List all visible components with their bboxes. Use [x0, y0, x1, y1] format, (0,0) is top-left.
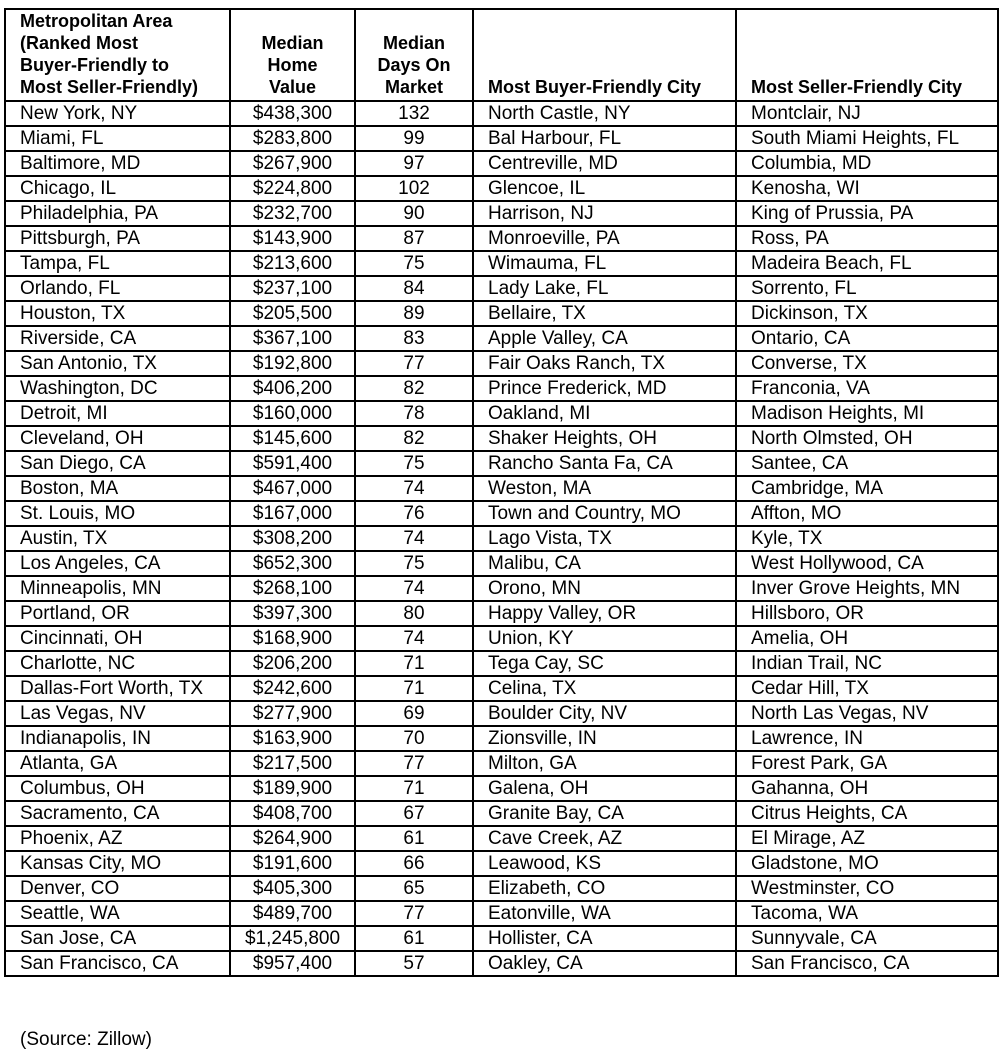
- metro-cell: Atlanta, GA: [5, 751, 230, 776]
- days-on-market-cell: 74: [355, 476, 473, 501]
- home-value-cell: $438,300: [230, 101, 355, 126]
- seller-city-cell: Indian Trail, NC: [736, 651, 998, 676]
- seller-city-cell: Inver Grove Heights, MN: [736, 576, 998, 601]
- table-row: [5, 926, 998, 951]
- home-value-cell: $160,000: [230, 401, 355, 426]
- days-on-market-cell: 78: [355, 401, 473, 426]
- buyer-city-cell: Lago Vista, TX: [473, 526, 736, 551]
- home-value-cell: $168,900: [230, 626, 355, 651]
- metro-cell: Charlotte, NC: [5, 651, 230, 676]
- days-on-market-cell: 74: [355, 626, 473, 651]
- metro-cell: Boston, MA: [5, 476, 230, 501]
- buyer-city-cell: Elizabeth, CO: [473, 876, 736, 901]
- header-days: [355, 9, 473, 101]
- table-row: [5, 376, 998, 401]
- header-value: [230, 9, 355, 101]
- home-value-cell: $591,400: [230, 451, 355, 476]
- table-row: [5, 751, 998, 776]
- seller-city-cell: Kyle, TX: [736, 526, 998, 551]
- table-row: [5, 551, 998, 576]
- days-on-market-cell: 70: [355, 726, 473, 751]
- metro-cell: Kansas City, MO: [5, 851, 230, 876]
- buyer-city-cell: Fair Oaks Ranch, TX: [473, 351, 736, 376]
- header-metro-line: Buyer-Friendly to: [20, 55, 170, 75]
- buyer-city-cell: Galena, OH: [473, 776, 736, 801]
- header-value-line: Median: [261, 33, 324, 53]
- home-value-cell: $205,500: [230, 301, 355, 326]
- days-on-market-cell: 82: [355, 376, 473, 401]
- metro-cell: New York, NY: [5, 101, 230, 126]
- metro-cell: Detroit, MI: [5, 401, 230, 426]
- days-on-market-cell: 77: [355, 751, 473, 776]
- metro-cell: Chicago, IL: [5, 176, 230, 201]
- seller-city-cell: Gladstone, MO: [736, 851, 998, 876]
- days-on-market-cell: 90: [355, 201, 473, 226]
- buyer-city-cell: Eatonville, WA: [473, 901, 736, 926]
- metro-cell: Dallas-Fort Worth, TX: [5, 676, 230, 701]
- metro-cell: Tampa, FL: [5, 251, 230, 276]
- days-on-market-cell: 77: [355, 901, 473, 926]
- header-row: [5, 9, 998, 101]
- days-on-market-cell: 66: [355, 851, 473, 876]
- days-on-market-cell: 71: [355, 676, 473, 701]
- metro-cell: Washington, DC: [5, 376, 230, 401]
- buyer-city-cell: Boulder City, NV: [473, 701, 736, 726]
- home-value-cell: $489,700: [230, 901, 355, 926]
- seller-city-cell: Franconia, VA: [736, 376, 998, 401]
- table-row: [5, 151, 998, 176]
- table-row: [5, 951, 998, 976]
- metro-cell: Portland, OR: [5, 601, 230, 626]
- metro-cell: Phoenix, AZ: [5, 826, 230, 851]
- home-value-cell: $145,600: [230, 426, 355, 451]
- housing-table: [4, 8, 999, 977]
- home-value-cell: $283,800: [230, 126, 355, 151]
- table-row: [5, 576, 998, 601]
- metro-cell: Austin, TX: [5, 526, 230, 551]
- seller-city-cell: Tacoma, WA: [736, 901, 998, 926]
- buyer-city-cell: Happy Valley, OR: [473, 601, 736, 626]
- home-value-cell: $277,900: [230, 701, 355, 726]
- days-on-market-cell: 75: [355, 551, 473, 576]
- header-days-line: Market: [384, 77, 444, 97]
- days-on-market-cell: 77: [355, 351, 473, 376]
- seller-city-cell: Ontario, CA: [736, 326, 998, 351]
- seller-city-cell: Affton, MO: [736, 501, 998, 526]
- home-value-cell: $367,100: [230, 326, 355, 351]
- metro-cell: Minneapolis, MN: [5, 576, 230, 601]
- days-on-market-cell: 71: [355, 776, 473, 801]
- metro-cell: Cincinnati, OH: [5, 626, 230, 651]
- table-row: [5, 776, 998, 801]
- days-on-market-cell: 61: [355, 926, 473, 951]
- header-value-line: Home: [267, 55, 318, 75]
- days-on-market-cell: 83: [355, 326, 473, 351]
- days-on-market-cell: 82: [355, 426, 473, 451]
- seller-city-cell: West Hollywood, CA: [736, 551, 998, 576]
- seller-city-cell: Amelia, OH: [736, 626, 998, 651]
- buyer-city-cell: Monroeville, PA: [473, 226, 736, 251]
- days-on-market-cell: 65: [355, 876, 473, 901]
- table-row: [5, 276, 998, 301]
- buyer-city-cell: Celina, TX: [473, 676, 736, 701]
- table-row: [5, 426, 998, 451]
- table-row: [5, 826, 998, 851]
- buyer-city-cell: Prince Frederick, MD: [473, 376, 736, 401]
- table-row: [5, 451, 998, 476]
- buyer-city-cell: Tega Cay, SC: [473, 651, 736, 676]
- days-on-market-cell: 74: [355, 526, 473, 551]
- metro-cell: Las Vegas, NV: [5, 701, 230, 726]
- header-days-line: Days On: [377, 55, 451, 75]
- days-on-market-cell: 75: [355, 451, 473, 476]
- seller-city-cell: North Olmsted, OH: [736, 426, 998, 451]
- metro-cell: Baltimore, MD: [5, 151, 230, 176]
- table-row: [5, 726, 998, 751]
- buyer-city-cell: Orono, MN: [473, 576, 736, 601]
- metro-cell: Pittsburgh, PA: [5, 226, 230, 251]
- header-metro-line: Metropolitan Area: [20, 11, 173, 31]
- days-on-market-cell: 80: [355, 601, 473, 626]
- metro-cell: Seattle, WA: [5, 901, 230, 926]
- days-on-market-cell: 61: [355, 826, 473, 851]
- buyer-city-cell: Hollister, CA: [473, 926, 736, 951]
- buyer-city-cell: Bal Harbour, FL: [473, 126, 736, 151]
- metro-cell: San Francisco, CA: [5, 951, 230, 976]
- home-value-cell: $232,700: [230, 201, 355, 226]
- table-row: [5, 601, 998, 626]
- metro-cell: Philadelphia, PA: [5, 201, 230, 226]
- buyer-city-cell: Centreville, MD: [473, 151, 736, 176]
- buyer-city-cell: Leawood, KS: [473, 851, 736, 876]
- table-row: [5, 126, 998, 151]
- metro-cell: San Jose, CA: [5, 926, 230, 951]
- home-value-cell: $406,200: [230, 376, 355, 401]
- days-on-market-cell: 102: [355, 176, 473, 201]
- seller-city-cell: Kenosha, WI: [736, 176, 998, 201]
- home-value-cell: $264,900: [230, 826, 355, 851]
- header-days-line: Median: [382, 33, 445, 53]
- buyer-city-cell: Town and Country, MO: [473, 501, 736, 526]
- buyer-city-cell: Malibu, CA: [473, 551, 736, 576]
- table-row: [5, 676, 998, 701]
- home-value-cell: $408,700: [230, 801, 355, 826]
- seller-city-cell: Forest Park, GA: [736, 751, 998, 776]
- table-row: [5, 351, 998, 376]
- buyer-city-cell: Glencoe, IL: [473, 176, 736, 201]
- seller-city-cell: Montclair, NJ: [736, 101, 998, 126]
- buyer-city-cell: Oakland, MI: [473, 401, 736, 426]
- seller-city-cell: Citrus Heights, CA: [736, 801, 998, 826]
- metro-cell: Orlando, FL: [5, 276, 230, 301]
- seller-city-cell: Cedar Hill, TX: [736, 676, 998, 701]
- seller-city-cell: Sunnyvale, CA: [736, 926, 998, 951]
- days-on-market-cell: 74: [355, 576, 473, 601]
- table-row: [5, 526, 998, 551]
- buyer-city-cell: Rancho Santa Fa, CA: [473, 451, 736, 476]
- home-value-cell: $1,245,800: [230, 926, 355, 951]
- table-row: [5, 651, 998, 676]
- days-on-market-cell: 84: [355, 276, 473, 301]
- header-metro-line: Most Seller-Friendly): [20, 77, 199, 97]
- seller-city-cell: Lawrence, IN: [736, 726, 998, 751]
- metro-cell: Sacramento, CA: [5, 801, 230, 826]
- metro-cell: Denver, CO: [5, 876, 230, 901]
- buyer-city-cell: Lady Lake, FL: [473, 276, 736, 301]
- days-on-market-cell: 69: [355, 701, 473, 726]
- seller-city-cell: Madison Heights, MI: [736, 401, 998, 426]
- metro-cell: San Antonio, TX: [5, 351, 230, 376]
- home-value-cell: $242,600: [230, 676, 355, 701]
- seller-city-cell: North Las Vegas, NV: [736, 701, 998, 726]
- table-row: [5, 176, 998, 201]
- buyer-city-cell: Cave Creek, AZ: [473, 826, 736, 851]
- metro-cell: Riverside, CA: [5, 326, 230, 351]
- table-row: [5, 476, 998, 501]
- days-on-market-cell: 97: [355, 151, 473, 176]
- table-row: [5, 251, 998, 276]
- seller-city-cell: Sorrento, FL: [736, 276, 998, 301]
- home-value-cell: $191,600: [230, 851, 355, 876]
- buyer-city-cell: Shaker Heights, OH: [473, 426, 736, 451]
- seller-city-cell: Ross, PA: [736, 226, 998, 251]
- home-value-cell: $397,300: [230, 601, 355, 626]
- home-value-cell: $224,800: [230, 176, 355, 201]
- table-row: [5, 326, 998, 351]
- metro-cell: Los Angeles, CA: [5, 551, 230, 576]
- table-row: [5, 226, 998, 251]
- metro-cell: St. Louis, MO: [5, 501, 230, 526]
- home-value-cell: $192,800: [230, 351, 355, 376]
- buyer-city-cell: Union, KY: [473, 626, 736, 651]
- seller-city-cell: El Mirage, AZ: [736, 826, 998, 851]
- days-on-market-cell: 132: [355, 101, 473, 126]
- buyer-city-cell: Wimauma, FL: [473, 251, 736, 276]
- buyer-city-cell: Oakley, CA: [473, 951, 736, 976]
- days-on-market-cell: 89: [355, 301, 473, 326]
- home-value-cell: $167,000: [230, 501, 355, 526]
- home-value-cell: $217,500: [230, 751, 355, 776]
- home-value-cell: $268,100: [230, 576, 355, 601]
- seller-city-cell: Cambridge, MA: [736, 476, 998, 501]
- header-metro: [5, 9, 230, 101]
- table-body: [5, 101, 998, 976]
- buyer-city-cell: North Castle, NY: [473, 101, 736, 126]
- buyer-city-cell: Granite Bay, CA: [473, 801, 736, 826]
- header-seller-city: Most Seller-Friendly City: [736, 9, 998, 101]
- home-value-cell: $237,100: [230, 276, 355, 301]
- days-on-market-cell: 75: [355, 251, 473, 276]
- seller-city-cell: Hillsboro, OR: [736, 601, 998, 626]
- seller-city-cell: Santee, CA: [736, 451, 998, 476]
- home-value-cell: $308,200: [230, 526, 355, 551]
- home-value-cell: $206,200: [230, 651, 355, 676]
- seller-city-cell: South Miami Heights, FL: [736, 126, 998, 151]
- seller-city-cell: Converse, TX: [736, 351, 998, 376]
- buyer-city-cell: Zionsville, IN: [473, 726, 736, 751]
- metro-cell: Houston, TX: [5, 301, 230, 326]
- home-value-cell: $189,900: [230, 776, 355, 801]
- seller-city-cell: Dickinson, TX: [736, 301, 998, 326]
- buyer-city-cell: Milton, GA: [473, 751, 736, 776]
- seller-city-cell: Westminster, CO: [736, 876, 998, 901]
- table-row: [5, 501, 998, 526]
- home-value-cell: $405,300: [230, 876, 355, 901]
- home-value-cell: $957,400: [230, 951, 355, 976]
- seller-city-cell: King of Prussia, PA: [736, 201, 998, 226]
- seller-city-cell: Columbia, MD: [736, 151, 998, 176]
- table-row: [5, 801, 998, 826]
- header-buyer-city: Most Buyer-Friendly City: [473, 9, 736, 101]
- home-value-cell: $163,900: [230, 726, 355, 751]
- table-row: [5, 101, 998, 126]
- days-on-market-cell: 71: [355, 651, 473, 676]
- source-note: (Source: Zillow): [20, 1029, 152, 1050]
- seller-city-cell: Madeira Beach, FL: [736, 251, 998, 276]
- days-on-market-cell: 87: [355, 226, 473, 251]
- header-metro-line: (Ranked Most: [20, 33, 139, 53]
- buyer-city-cell: Bellaire, TX: [473, 301, 736, 326]
- buyer-city-cell: Weston, MA: [473, 476, 736, 501]
- days-on-market-cell: 57: [355, 951, 473, 976]
- table-row: [5, 876, 998, 901]
- table-row: [5, 701, 998, 726]
- metro-cell: Indianapolis, IN: [5, 726, 230, 751]
- table-row: [5, 901, 998, 926]
- home-value-cell: $652,300: [230, 551, 355, 576]
- buyer-city-cell: Harrison, NJ: [473, 201, 736, 226]
- table-row: [5, 626, 998, 651]
- table-row: [5, 851, 998, 876]
- home-value-cell: $143,900: [230, 226, 355, 251]
- header-value-line: Value: [268, 77, 317, 97]
- buyer-city-cell: Apple Valley, CA: [473, 326, 736, 351]
- seller-city-cell: San Francisco, CA: [736, 951, 998, 976]
- seller-city-cell: Gahanna, OH: [736, 776, 998, 801]
- metro-cell: Miami, FL: [5, 126, 230, 151]
- days-on-market-cell: 76: [355, 501, 473, 526]
- home-value-cell: $467,000: [230, 476, 355, 501]
- table-row: [5, 201, 998, 226]
- table-row: [5, 301, 998, 326]
- days-on-market-cell: 99: [355, 126, 473, 151]
- home-value-cell: $213,600: [230, 251, 355, 276]
- days-on-market-cell: 67: [355, 801, 473, 826]
- metro-cell: Cleveland, OH: [5, 426, 230, 451]
- metro-cell: Columbus, OH: [5, 776, 230, 801]
- home-value-cell: $267,900: [230, 151, 355, 176]
- table-row: [5, 401, 998, 426]
- metro-cell: San Diego, CA: [5, 451, 230, 476]
